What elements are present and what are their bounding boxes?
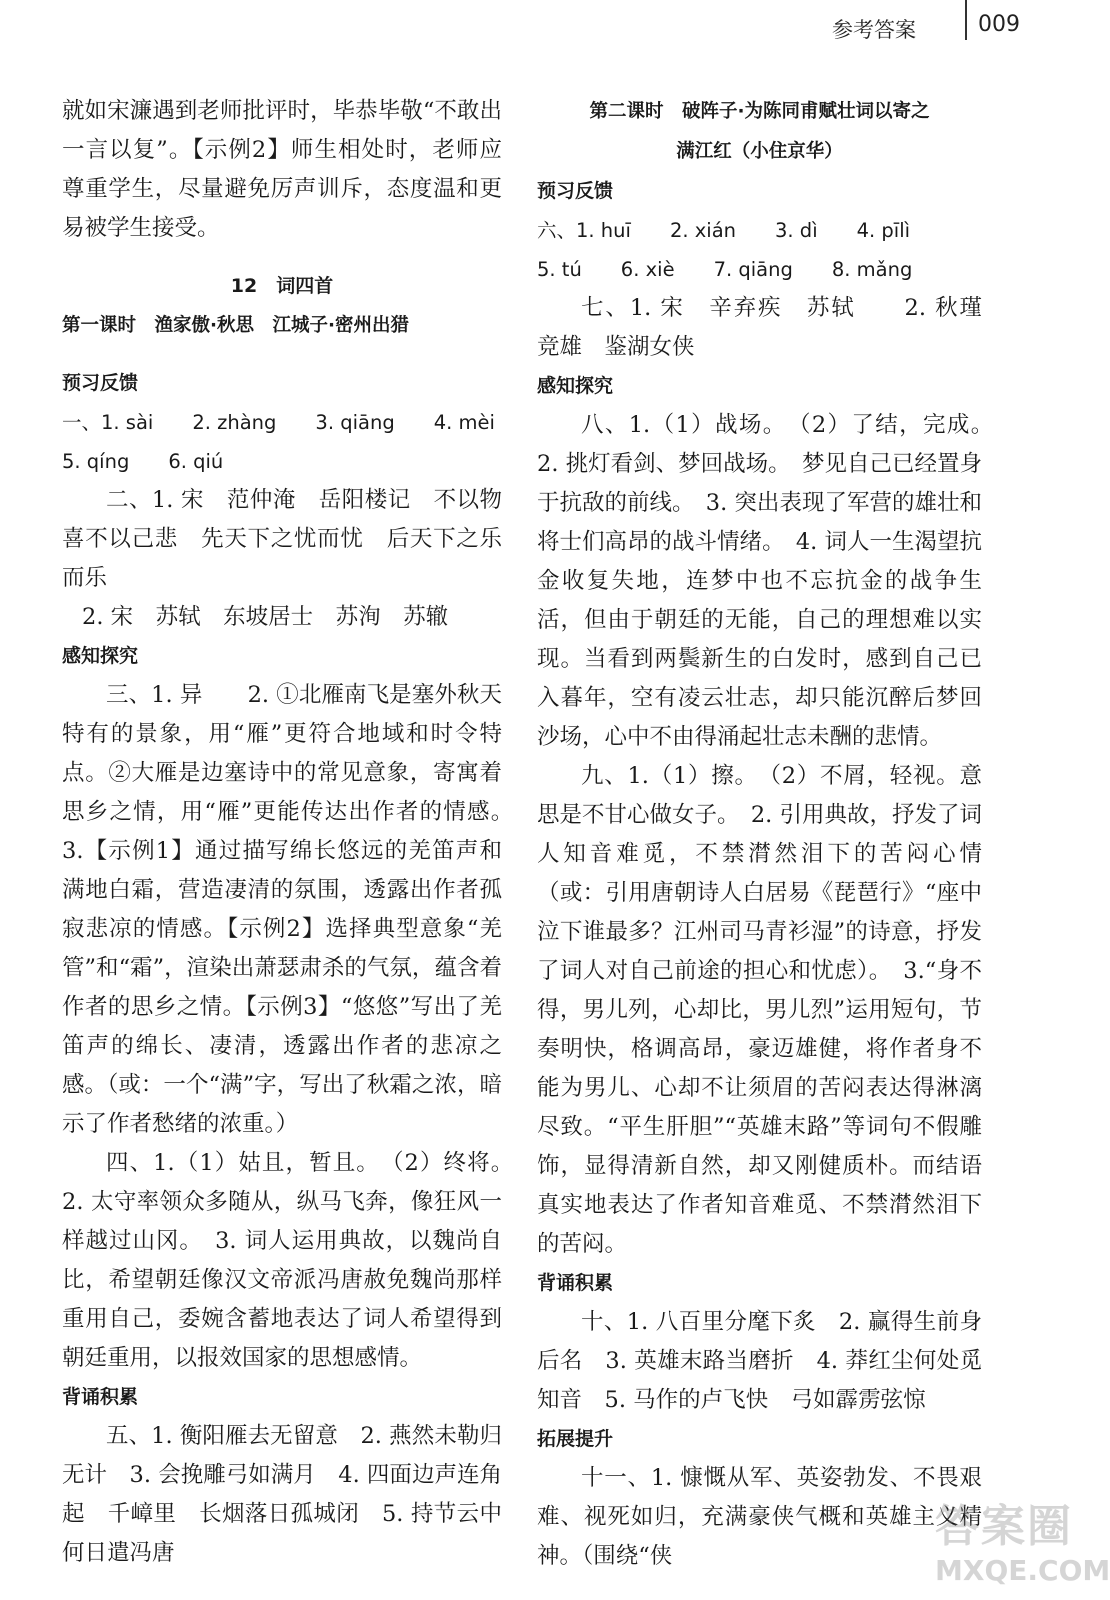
answer-1-line-2: 5. qíng 6. qiú xyxy=(62,450,224,473)
answer-10: 十、1. 八百里分麾下炙 2. 赢得生前身后名 3. 英雄末路当磨折 4. 莽红尘何处觅知音 5. 马作的卢飞快 弓如霹雳弦惊 xyxy=(537,1309,982,1413)
section-heading-explore-2: 感知探究 xyxy=(537,375,614,397)
left-column xyxy=(62,92,525,1573)
answer-3: 三、1. 异 2. ①北雁南飞是塞外秋天特有的景象，用“雁”更符合地域和时令特点。②大雁是边塞诗中的常见意象，寄寓着思乡之情，用“雁”更能传达出作者的情感。 3.【示例1】通过描写绵长悠远的羌笛声和满地白霜，营造凄清的氛围，透露出作者孤寂悲凉的情感。【示例2】选择典型意象“羌管”和“霜”，渲染出萧瑟肃杀的气氛，蕴含着作者的思乡之情。【示例3】“悠悠”写出了羌笛声的绵长、凄清，透露出作者的悲凉之感。（或：一个“满”字，写出了秋霜之浓，暗示了作者愁绪的浓重。） xyxy=(62,682,525,1137)
continued-paragraph: 就如宋濂遇到老师批评时，毕恭毕敬“不敢出一言以复”。【示例2】师生相处时，老师应尊重学生，尽量避免厉声训斥，态度温和更易被学生接受。 xyxy=(62,98,502,241)
site-watermark xyxy=(935,1490,1110,1598)
answer-8: 八、1.（1）战场。 （2）了结，完成。 2. 挑灯看剑、梦回战场。 梦见自己已经置身于抗敌的前线。 3. 突出表现了军营的雄壮和将士们高昂的战斗情绪。 4. 词人一生渴望抗金收复失地，连梦中也不忘抗金的战争生活，但由于朝廷的无能，自己的理想难以实现。当看到两鬓新生的白发时，感到自己已入暮年，空有凌云壮志，却只能沉醉后梦回沙场，心中不由得涌起壮志未酬的悲情。 xyxy=(537,412,1005,750)
answer-6-line-1: 六、1. huī 2. xián 3. dì 4. pīlì xyxy=(537,219,911,242)
section-heading-extend: 拓展提升 xyxy=(537,1428,614,1450)
answer-7: 七、1. 宋 辛弃疾 苏轼 2. 秋瑾 竞雄 鉴湖女侠 xyxy=(537,295,1005,360)
answer-11: 十一、1. 慷慨从军、英姿勃发、不畏艰难、视死如归，充满豪侠气概和英雄主义精神。（围绕“侠 xyxy=(537,1465,982,1569)
watermark-domain: MXQE.COM xyxy=(935,1554,1110,1587)
answer-1-line-1: 一、1. sài 2. zhàng 3. qiāng 4. mèi xyxy=(62,411,495,434)
page-number: 009 xyxy=(978,12,1020,37)
answer-6-line-2: 5. tú 6. xiè 7. qiāng 8. mǎng xyxy=(537,258,913,281)
answer-9: 九、1.（1）擦。 （2）不屑，轻视。意思是不甘心做女子。 2. 引用典故，抒发了词人知音难觅，不禁潸然泪下的苦闷心情（或：引用唐朝诗人白居易《琵琶行》“座中泣下谁最多？江州司马青衫湿”的诗意，抒发了词人对自己前途的担心和忧虑）。 3.“身不得，男儿列，心却比，男儿烈”运用短句，节奏明快，格调高昂，豪迈雄健，将作者身不能为男儿、心却不让须眉的苦闷表达得淋漓尽致。“平生肝胆”“英雄末路”等词句不假雕饰，显得清新自然，却又刚健质朴。而结语真实地表达了作者知音难觅、不禁潸然泪下的苦闷。 xyxy=(537,763,982,1257)
page-header xyxy=(0,0,1110,60)
period-title: 第一课时 渔家傲·秋思 江城子·密州出猎 xyxy=(62,315,410,336)
period-title-2-line-1: 第二课时 破阵子·为陈同甫赋壮词以寄之 xyxy=(589,101,930,122)
answer-5: 五、1. 衡阳雁去无留意 2. 燕然未勒归无计 3. 会挽雕弓如满月 4. 四面边声连角起 千嶂里 长烟落日孤城闭 5. 持节云中 何日遣冯唐 xyxy=(62,1423,525,1566)
answer-4: 四、1.（1）姑且，暂且。 （2）终将。 2. 太守率领众多随从，纵马飞奔，像狂风一样越过山冈。 3. 词人运用典故，以魏尚自比，希望朝廷像汉文帝派冯唐赦免魏尚那样重用自己，委婉含蓄地表达了词人希望得到朝廷重用，以报效国家的思想感情。 xyxy=(62,1150,525,1371)
header-divider xyxy=(965,0,967,40)
section-heading-explore: 感知探究 xyxy=(62,645,139,667)
watermark-logo-text: 答案圈 xyxy=(935,1501,1073,1552)
section-heading-recite-2: 背诵积累 xyxy=(537,1272,614,1294)
lesson-title: 12 词四首 xyxy=(230,275,334,297)
answer-2: 二、1. 宋 范仲淹 岳阳楼记 不以物喜不以己悲 先天下之忧而忧 后天下之乐而乐 xyxy=(62,487,502,591)
section-heading-preview: 预习反馈 xyxy=(62,372,139,394)
period-title-2-line-2: 满江红（小住京华） xyxy=(676,141,843,162)
section-label: 参考答案 xyxy=(832,18,916,42)
section-heading-preview-2: 预习反馈 xyxy=(537,180,614,202)
answer-2b: 2. 宋 苏轼 东坡居士 苏洵 苏辙 xyxy=(82,604,449,630)
section-heading-recite: 背诵积累 xyxy=(62,1386,139,1408)
